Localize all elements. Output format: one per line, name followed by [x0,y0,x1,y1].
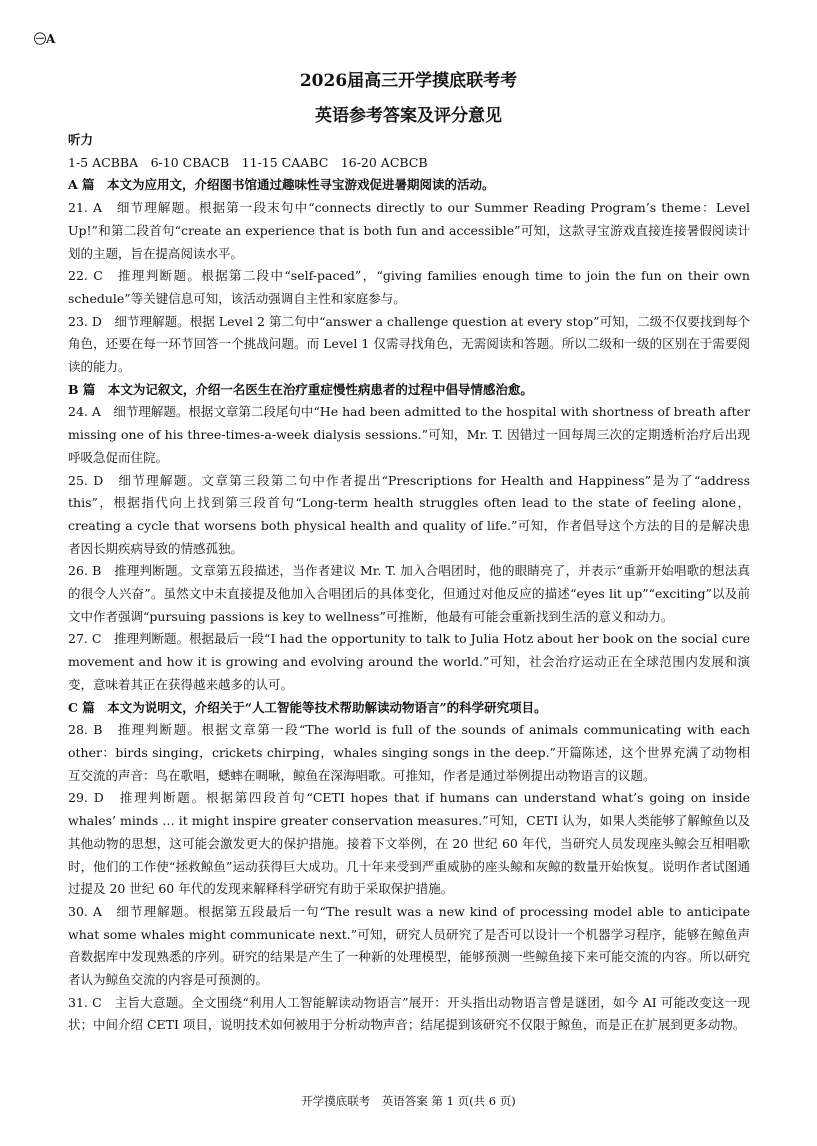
answer-item: 27. C 推理判断题。根据最后一段“I had the opportunity to talk to Julia Hotz about her book on the social cure movement and how it is growing and evolving around the world.”可知，社会治疗运动正在全球范围内发展和演变，意味着其正在获得越来越多的认可。 [68,631,750,692]
answer-item: 25. D 细节理解题。文章第三段第二句中作者提出“Prescriptions for Health and Happiness”是为了“address this”，根据指代向上找到第三段首句“Long-term health struggles often lead to the state of feeling alone，creating a cycle that worsens both physical health and quality of life.”可知，作者倡导这个方法的目的是解决患者因长期疾病导致的情感孤独。 [68,472,750,556]
answer-item: 26. B 推理判断题。文章第五段描述，当作者建议 Mr. T. 加入合唱团时，他的眼睛亮了，并表示“重新开始唱歌的想法真的很令人兴奋”。虽然文中未直接提及他加入合唱团后的具体变化，但通过对他反应的描述“eyes lit up”“exciting”以及前文中作者强调“pursuing passions is key to wellness”可推断，他最有可能会重新找到生活的意义和动力。 [68,563,750,624]
corner-mark: ㊀A [34,32,56,46]
section-heading: B 篇 本文为记叙文，介绍一名医生在治疗重症慢性病患者的过程中倡导情感治愈。 [68,381,533,397]
answer-item: 21. A 细节理解题。根据第一段末句中“connects directly to our Summer Reading Program’s theme：Level Up!”和第二段首句“create an experience that is both fun and accessible”可知，这款寻宝游戏直接连接暑假阅读计划的主题，旨在提高阅读水平。 [68,200,750,261]
section-heading: A 篇 本文为应用文，介绍图书馆通过趣味性寻宝游戏促进暑期阅读的活动。 [68,177,495,193]
answer-item: 28. B 推理判断题。根据文章第一段“The world is full of the sounds of animals communicating with each other：birds singing，crickets chirping，whales singing songs in the deep.”开篇陈述，这个世界充满了动物相互交流的声音：鸟在歌唱，蟋蟀在啁啾，鲸鱼在深海唱歌。可推知，作者是通过举例提出动物语言的议题。 [68,722,750,783]
answer-item: 24. A 细节理解题。根据文章第二段尾句中“He had been admitted to the hospital with shortness of breath after missing one of his three-times-a-week dialysis sessions.”可知，Mr. T. 因错过一回每周三次的定期透析治疗后出现呼吸急促而住院。 [68,404,750,465]
answer-item: 30. A 细节理解题。根据第五段最后一句“The result was a new kind of processing model able to anticipate what some whales might communicate next.”可知，研究人员研究了是否可以设计一个机器学习程序，能够在鲸鱼声音数据库中发现熟悉的序列。研究的结果是产生了一种新的处理模型，能够预测一些鲸鱼接下来可能交流的内容。所以研究者认为鲸鱼交流的内容是可预测的。 [68,903,750,988]
answer-content [68,129,750,1037]
page-title: 2026届高三开学摸底联考考 [299,71,518,91]
page-footer: 开学摸底联考 英语答案 第 1 页(共 6 页) [301,1094,516,1108]
section-c [68,697,750,1038]
answer-item: 29. D 推理判断题。根据第四段首句“CETI hopes that if humans can understand what’s going on inside whales’ minds … it might inspire greater conservation measures.”可知，CETI 认为，如果人类能够了解鲸鱼以及其他动物的思想，这可能会激发更大的保护措施。接着下文举例，在 20 世纪 60 年代，当研究人员发现座头鲸会互相唱歌时，他们的工作使“拯救鲸鱼”运动获得巨大成功。几十年来受到严重威胁的座头鲸和灰鲸的数量开始恢复。说明作者试图通过提及 20 世纪 60 年代的发现来解释科学研究有助于采取保护措施。 [68,790,750,897]
section-heading: C 篇 本文为说明文，介绍关于“人工智能等技术帮助解读动物语言”的科学研究项目。 [68,699,547,715]
section-b [68,379,750,697]
answer-item: 23. D 细节理解题。根据 Level 2 第二句中“answer a challenge question at every stop”可知，二级不仅要找到每个角色，还要在每一环节回答一个挑战问题。而 Level 1 仅需寻找角色，无需阅读和答题。所以二级和一级的区别在于需要阅读的能力。 [68,313,750,375]
listening-answers: 1-5 ACBBA 6-10 CBACB 11-15 CAABC 16-20 ACBCB [68,154,428,170]
section-a [68,174,750,378]
listening-heading: 听力 [68,132,94,147]
page-subtitle: 英语参考答案及评分意见 [315,106,502,126]
answer-item: 22. C 推理判断题。根据第二段中“self-paced”，“giving families enough time to join the fun on their own schedule”等关键信息可知，该活动强调自主性和家庭参与。 [68,268,750,306]
answer-item: 31. C 主旨大意题。全文围绕“利用人工智能解读动物语言”展开：开头指出动物语言曾是谜团，如今 AI 可能改变这一现状；中间介绍 CETI 项目，说明技术如何被用于分析动物声音；结尾提到该研究不仅限于鲸鱼，而是正在扩展到更多动物。 [68,994,750,1033]
